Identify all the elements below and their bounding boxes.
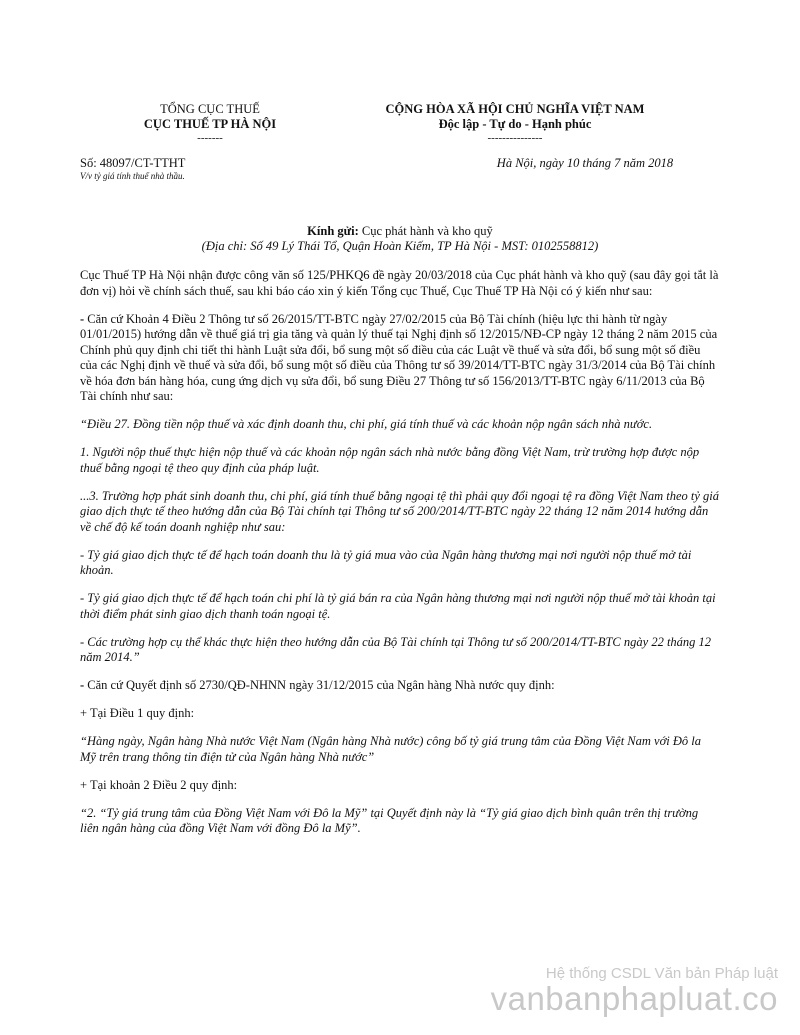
watermark-caption: Hệ thống CSDL Văn bản Pháp luật xyxy=(545,965,778,982)
country-name: CỘNG HÒA XÃ HỘI CHỦ NGHĨA VIỆT NAM xyxy=(385,102,645,116)
document-date: Hà Nội, ngày 10 tháng 7 năm 2018 xyxy=(496,156,674,170)
bullet-dash: - xyxy=(80,311,85,326)
watermark-site: vanbanphapluat.co xyxy=(490,980,778,1017)
paragraph-legal-basis-1 xyxy=(80,312,720,405)
quote-clause-3: ...3. Trường hợp phát sinh doanh thu, chi phí, giá tính thuế bằng ngoại tệ thì phải quy đổi ngoại tệ ra đồng Việt Nam theo tỷ giá giao dịch thực tế theo hướng dẫn của Bộ Tài chính tại Thông tư số 200/2014/TT-BTC ngày 22 tháng 12 năm 2014 hướng dẫn về chế độ kế toán doanh nghiệp như sau: xyxy=(80,488,720,534)
paragraph-legal-basis-2 xyxy=(80,678,720,694)
national-heading-block xyxy=(330,102,700,144)
paragraph-text: Căn cứ Quyết định số 2730/QĐ-NHNN ngày 31/12/2015 của Ngân hàng Nhà nước quy định: xyxy=(84,678,555,692)
agency-rule: ------- xyxy=(197,132,223,144)
recipient-label: Kính gửi: xyxy=(307,224,359,238)
quote-expense-rate: - Tỷ giá giao dịch thực tế để hạch toán chi phí là tỷ giá bán ra của Ngân hàng thương mại nơi người nộp thuế mở tài khoản tại thời điểm phát sinh giao dịch thanh toán ngoại tệ. xyxy=(80,591,716,621)
motto-rule: --------------- xyxy=(487,132,543,144)
quote-clause-1: 1. Người nộp thuế thực hiện nộp thuế và các khoản nộp ngân sách nhà nước bằng đồng Việt Nam, trừ trường hợp được nộp thuế bằng ngoại tệ theo quy định của pháp luật. xyxy=(80,445,700,475)
national-motto: Độc lập - Tự do - Hạnh phúc xyxy=(438,117,592,131)
recipient-name: Cục phát hành và kho quỹ xyxy=(358,224,493,238)
paragraph-text: Căn cứ Khoản 4 Điều 2 Thông tư số 26/2015/TT-BTC ngày 27/02/2015 của Bộ Tài chính (hiệu lực thi hành từ ngày 01/01/2015) hướng dẫn về thuế giá trị gia tăng và quản lý thuế tại Nghị định số 12/2015/NĐ-CP ngày 12 tháng 2 năm 2015 của Chính phủ quy định chi tiết thi hành Luật sửa đổi, bổ sung một số điều của các Luật về thuế và sửa đổi, bổ sung một số điều của các Nghị định về thuế và sửa đổi, bổ sung một số điều của Thông tư số 39/2014/TT-BTC ngày 31/3/2014 của Bộ Tài chính về hóa đơn bán hàng hóa, cung ứng dịch vụ sửa đổi, bổ sung Điều 27 Thông tư số 156/2013/TT-BTC ngày 6/11/2013 của Bộ Tài chính như sau: xyxy=(80,311,718,403)
parent-agency: TỔNG CỤC THUẾ xyxy=(160,102,260,116)
document-subject: V/v tỷ giá tính thuế nhà thầu. xyxy=(80,171,185,181)
bullet-dash: - xyxy=(80,678,85,692)
quote-central-rate: “2. “Tỷ giá trung tâm của Đồng Việt Nam với Đô la Mỹ” tại Quyết định này là “Tỷ giá giao dịch bình quân trên thị trường liên ngân hàng của đồng Việt Nam với đồng Đô la Mỹ”. xyxy=(80,805,699,835)
quote-revenue-rate: - Tỷ giá giao dịch thực tế để hạch toán doanh thu là tỷ giá mua vào của Ngân hàng thương mại nơi người nộp thuế mở tài khoản. xyxy=(80,547,692,577)
issuing-agency-block xyxy=(110,102,310,144)
quote-daily-rate: “Hàng ngày, Ngân hàng Nhà nước Việt Nam (Ngân hàng Nhà nước) công bố tỷ giá trung tâm của Đồng Việt Nam với Đô la Mỹ trên trang thông tin điện tử của Ngân hàng Nhà nước” xyxy=(80,734,701,764)
quote-other-cases: - Các trường hợp cụ thể khác thực hiện theo hướng dẫn của Bộ Tài chính tại Thông tư số 200/2014/TT-BTC ngày 22 tháng 12 năm 2014.” xyxy=(80,634,712,664)
paragraph-clause-2: + Tại khoản 2 Điều 2 quy định: xyxy=(80,777,238,792)
recipient-block xyxy=(80,224,720,254)
paragraph-article-1: + Tại Điều 1 quy định: xyxy=(80,706,195,720)
paragraph-intro: Cục Thuế TP Hà Nội nhận được công văn số 125/PHKQ6 đề ngày 20/03/2018 của Cục phát hành và kho quỹ (sau đây gọi tắt là đơn vị) hỏi về chính sách thuế, sau khi báo cáo xin ý kiến Tổng cục Thuế, Cục Thuế TP Hà Nội có ý kiến như sau: xyxy=(80,268,719,298)
agency-name: CỤC THUẾ TP HÀ NỘI xyxy=(143,117,277,131)
recipient-address: (Địa chỉ: Số 49 Lý Thái Tổ, Quận Hoàn Kiếm, TP Hà Nội - MST: 0102558812) xyxy=(201,239,599,253)
quote-article-27: “Điều 27. Đồng tiền nộp thuế và xác định doanh thu, chi phí, giá tính thuế và các khoản nộp ngân sách nhà nước. xyxy=(80,417,653,431)
document-number: Số: 48097/CT-TTHT xyxy=(80,156,186,170)
document-body xyxy=(80,268,720,849)
